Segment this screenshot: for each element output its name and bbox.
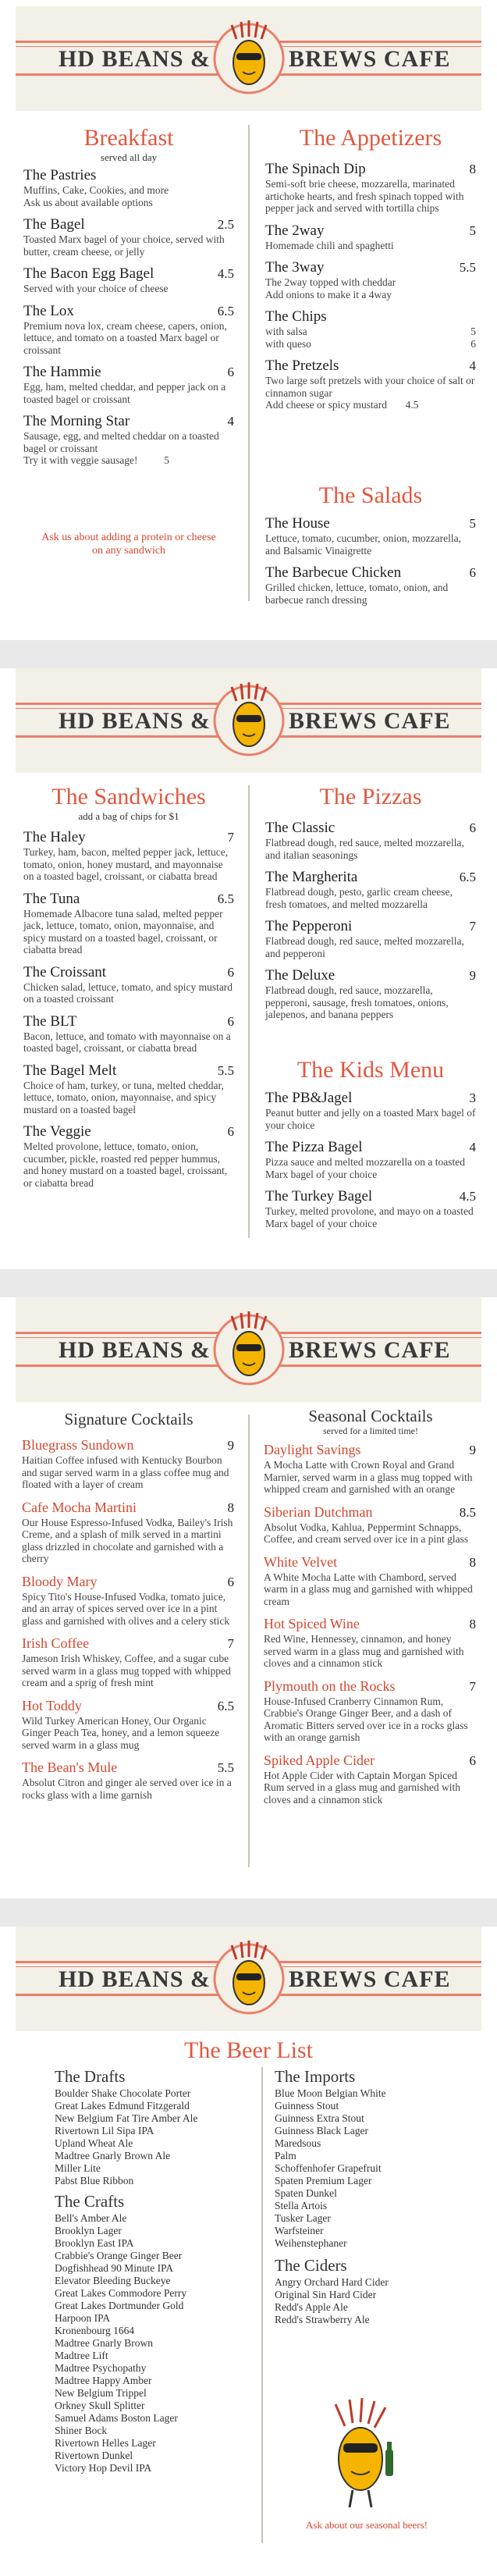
list-item: Warfsteiner — [275, 2225, 324, 2236]
list-item: Redd's Strawberry Ale — [275, 2314, 370, 2325]
list-item: Samuel Adams Boston Lager — [55, 2412, 178, 2424]
list-item: Maredsous — [275, 2137, 321, 2149]
list-item: Great Lakes Edmund Fitzgerald — [55, 2100, 190, 2112]
protein-note: Ask us about adding a protein or cheese on any sandwich — [41, 532, 216, 557]
beer-list-title: The Beer List — [184, 2037, 313, 2063]
menu-item: The Deluxe 9 Flatbread dough, red sauce, mozzarella, pepperoni, sausage, fresh tomatoes, onions, jalepenos, and banana peppers — [265, 967, 476, 1020]
menu-item: The Pizza Bagel 4 Pizza sauce and melted mozzarella on a toasted Marx bagel of your choice — [265, 1139, 476, 1180]
list-item: Redd's Apple Ale — [275, 2301, 348, 2313]
breakfast-list — [23, 167, 234, 475]
list-item: Spaten Dunkel — [275, 2187, 337, 2199]
list-item: Shiner Bock — [55, 2425, 108, 2436]
list-item: New Belgium Trippel — [55, 2387, 147, 2399]
list-item: Rivertown Helles Lager — [55, 2437, 156, 2449]
list-item: Victory Hop Devil IPA — [55, 2462, 152, 2474]
menu-item: The House 5 Lettuce, tomato, cucumber, onion, mozzarella, and Balsamic Vinaigrette — [265, 515, 476, 557]
seasonal-cocktails-subtitle: served for a limited time! — [323, 1425, 418, 1436]
appetizers-list — [265, 161, 476, 419]
list-item: New Belgium Fat Tire Amber Ale — [55, 2112, 198, 2124]
bean-mascot-logo-icon — [213, 678, 285, 763]
menu-item: The Bean's Mule 5.5 Absolut Citron and ginger ale served over ice in a rocks glass with a lime garnish — [22, 1759, 234, 1801]
menu-item: Bloody Mary 6 Spicy Tito's House-Infused Vodka, tomato juice, and an array of spices served over ice in a pint glass and garnished with olives and a celery stick — [22, 1573, 234, 1627]
ciders-list — [275, 2276, 462, 2326]
cafe-banner — [16, 1297, 481, 1402]
menu-item: The Haley 7 Turkey, ham, bacon, melted pepper jack, lettuce, tomato, onion, honey mustard, and mayonnaise on a toasted bagel, croissant, or ciabatta bread — [23, 829, 234, 882]
menu-item: The Chips with salsa 5 with queso 6 — [265, 308, 476, 350]
list-item: Great Lakes Commodore Perry — [55, 2287, 187, 2299]
list-item: Tusker Lager — [275, 2212, 331, 2224]
cafe-name-left: HD BEANS & — [58, 46, 211, 72]
menu-item: Siberian Dutchman 8.5 Absolut Vodka, Kahlua, Peppermint Schnapps, Coffee, and cream served over ice in a pint glass — [264, 1503, 476, 1545]
menu-item: Irish Coffee 7 Jameson Irish Whiskey, Coffee, and a sugar cube served warm in a glass mug topped with whipped cream and a sprig of fresh mint — [22, 1635, 234, 1688]
breakfast-title: Breakfast — [83, 125, 174, 151]
list-item: Madtree Psychopathy — [55, 2362, 147, 2374]
list-item: Madtree Gnarly Brown Ale — [55, 2150, 171, 2161]
beer-left-column — [55, 2067, 242, 2475]
list-item: Guinness Stout — [275, 2100, 339, 2112]
kids-menu-list — [265, 1090, 476, 1237]
menu-item: The Hammie 6 Egg, ham, melted cheddar, and pepper jack on a toasted bagel or croissant — [23, 364, 234, 405]
menu-item: The Lox 6.5 Premium nova lox, cream cheese, capers, onion, lettuce, and tomato on a toasted Marx bagel or croissant — [23, 302, 234, 356]
salads-list — [265, 515, 476, 614]
list-item: Miller Lite — [55, 2162, 101, 2174]
beer-right-column — [275, 2067, 462, 2326]
list-item: Great Lakes Dortmunder Gold — [55, 2300, 184, 2311]
list-item: Boulder Shake Chocolate Porter — [55, 2087, 191, 2099]
signature-cocktails-title: Signature Cocktails — [64, 1410, 193, 1429]
list-item: Rivertown Lil Sipa IPA — [55, 2125, 154, 2137]
seasonal-cocktails-title: Seasonal Cocktails — [308, 1407, 433, 1425]
column-divider — [248, 785, 250, 1238]
list-item: Schoffenhofer Grapefruit — [275, 2162, 382, 2174]
menu-item: The Bacon Egg Bagel 4.5 Served with your choice of cheese — [23, 265, 234, 294]
list-item: Dogfishhead 90 Minute IPA — [55, 2262, 174, 2274]
menu-item: The Pastries Muffins, Cake, Cookies, and more Ask us about available options — [23, 167, 169, 208]
list-item: Angry Orchard Hard Cider — [275, 2276, 389, 2288]
menu-item: The Margherita 6.5 Flatbread dough, pesto, garlic cream cheese, fresh tomatoes, and melted mozzarella — [265, 869, 476, 910]
list-item: Spaten Premium Lager — [275, 2175, 372, 2186]
cafe-name-left: HD BEANS & — [58, 1337, 211, 1363]
appetizers-title: The Appetizers — [299, 125, 442, 151]
list-item: Guinness Black Lager — [275, 2125, 368, 2137]
column-divider — [248, 1414, 250, 1867]
menu-item: The Pretzels 4 Two large soft pretzels with your choice of salt or cinnamon sugar Add cheese or spicy mustard 4.5 — [265, 358, 476, 411]
menu-item: The Turkey Bagel 4.5 Turkey, melted provolone, and mayo on a toasted Marx bagel of your choice — [265, 1188, 476, 1229]
bean-mascot-logo-icon — [213, 1307, 285, 1393]
menu-item: Hot Toddy 6.5 Wild Turkey American Honey, Our Organic Ginger Peach Tea, honey, and a lemon squeeze served warm in a glass mug — [22, 1697, 234, 1751]
imports-heading: The Imports — [275, 2067, 356, 2086]
bean-mascot-logo-icon — [213, 1936, 285, 2022]
imports-list — [275, 2087, 462, 2250]
list-item: Guinness Extra Stout — [275, 2112, 364, 2124]
cafe-name-right: BREWS CAFE — [289, 1337, 451, 1363]
cafe-name-left: HD BEANS & — [58, 1966, 211, 1992]
list-item: Upland Wheat Ale — [55, 2137, 133, 2149]
menu-item: The 2way 5 Homemade chili and spaghetti — [265, 222, 476, 251]
sandwiches-subtitle: add a bag of chips for $1 — [78, 810, 179, 822]
cafe-banner — [16, 1927, 481, 2031]
list-item: Madtree Happy Amber — [55, 2375, 152, 2386]
menu-item: The PB&Jagel 3 Peanut butter and jelly on a toasted Marx bagel of your choice — [265, 1090, 476, 1131]
pizzas-title: The Pizzas — [319, 784, 422, 809]
menu-item: The BLT 6 Bacon, lettuce, and tomato with mayonnaise on a toasted bagel, croissant, or ciabatta bread — [23, 1012, 234, 1054]
column-divider — [248, 125, 250, 601]
menu-page-1 — [0, 0, 497, 640]
list-item: Brooklyn Lager — [55, 2225, 122, 2236]
menu-item: The Tuna 6.5 Homemade Albacore tuna salad, melted pepper jack, lettuce, tomato, onion, mayonnaise, and spicy mustard on a toasted bagel, croissant, or ciabatta bread — [23, 890, 234, 955]
list-item: Madtree Lift — [55, 2350, 108, 2361]
page-divider — [0, 640, 497, 668]
menu-item: Bluegrass Sundown 9 Haitian Coffee infused with Kentucky Bourbon and sugar served warm in a glass coffee mug and floated with a layer of cream — [22, 1437, 234, 1490]
menu-item: The Bagel Melt 5.5 Choice of ham, turkey, or tuna, melted cheddar, lettuce, tomato, onion, mayonnaise, and spicy mustard on a toasted bagel — [23, 1062, 234, 1115]
menu-item: White Velvet 8 A White Mocha Latte with Chambord, served warm in a glass mug and garnished with whipped cream — [264, 1553, 476, 1607]
ciders-heading: The Ciders — [275, 2256, 347, 2275]
list-item: Blue Moon Belgian White — [275, 2087, 386, 2099]
cafe-name-right: BREWS CAFE — [289, 708, 451, 734]
salads-title: The Salads — [318, 482, 423, 508]
list-item: Harpoon IPA — [55, 2312, 111, 2324]
list-item: Pabst Blue Ribbon — [55, 2175, 134, 2186]
menu-page-3 — [0, 1297, 497, 1898]
page-divider — [0, 1269, 497, 1297]
bean-mascot-logo-icon — [213, 16, 285, 101]
page-divider — [0, 1898, 497, 1927]
list-item: Orkney Skull Splitter — [55, 2400, 145, 2411]
menu-item: The Barbecue Chicken 6 Grilled chicken, lettuce, tomato, onion, and barbecue ranch dressing — [265, 564, 476, 606]
menu-item: Hot Spiced Wine 8 Red Wine, Hennessey, cinnamon, and honey served warm in a glass mug and garnished with cloves and a cinnamon stick — [264, 1616, 476, 1669]
pizzas-list — [265, 820, 476, 1029]
signature-cocktails-list — [22, 1436, 234, 1809]
crafts-heading: The Crafts — [55, 2192, 125, 2211]
list-item: Palm — [275, 2150, 296, 2161]
column-divider — [261, 2067, 263, 2543]
sandwiches-list — [23, 829, 234, 1197]
menu-item: The Pepperoni 7 Flatbread dough, red sauce, melted mozzarella, and pepperoni — [265, 918, 476, 959]
seasonal-cocktails-list — [264, 1441, 476, 1813]
list-item: Madtree Gnarly Brown — [55, 2337, 153, 2349]
list-item: Rivertown Dunkel — [55, 2450, 133, 2461]
list-item: Bell's Amber Ale — [55, 2212, 127, 2224]
menu-item: Plymouth on the Rocks 7 House-Infused Cranberry Cinnamon Rum, Crabbie's Orange Ginger Beer, and a dash of Aromatic Bitters served over ice in a rocks glass with an orange garnish — [264, 1678, 476, 1743]
menu-item: Spiked Apple Cider 6 Hot Apple Cider with Captain Morgan Spiced Rum served in a glass mug and garnished with cloves and a cinnamon stick — [264, 1752, 476, 1806]
menu-item: Daylight Savings 9 A Mocha Latte with Crown Royal and Grand Marnier, served warm in a glass mug topped with whipped cream and garnished with an orange — [264, 1442, 476, 1495]
list-item: Brooklyn East IPA — [55, 2237, 134, 2249]
menu-item: The Croissant 6 Chicken salad, lettuce, tomato, and spicy mustard on a toasted croissant — [23, 963, 234, 1005]
menu-page-2 — [0, 668, 497, 1269]
menu-item: The Morning Star 4 Sausage, egg, and melted cheddar on a toasted bagel or croissant Try it with veggie sausage! 5 — [23, 413, 234, 466]
crafts-list — [55, 2212, 242, 2475]
breakfast-subtitle: served all day — [100, 151, 158, 163]
menu-item: The Classic 6 Flatbread dough, red sauce, melted mozzarella, and italian seasonings — [265, 820, 476, 861]
list-item: Weihenstephaner — [275, 2237, 347, 2249]
menu-item: The Spinach Dip 8 Semi-soft brie cheese, mozzarella, marinated artichoke hearts, and fresh spinach topped with pepper jack and served with tortilla chips — [265, 161, 476, 214]
list-item: Kronenbourg 1664 — [55, 2325, 135, 2336]
cafe-name-right: BREWS CAFE — [289, 1966, 451, 1992]
menu-item: Cafe Mocha Martini 8 Our House Espresso-Infused Vodka, Bailey's Irish Creme, and a splash of milk served in a martini glass drizzled in chocolate and garnished with a cherry — [22, 1499, 234, 1564]
list-item: Stella Artois — [275, 2200, 328, 2211]
list-item: Elevator Bleeding Buckeye — [55, 2275, 171, 2286]
cafe-banner — [16, 668, 481, 773]
bean-mascot-with-beer-icon — [312, 2395, 406, 2512]
menu-item: The Bagel 2.5 Toasted Marx bagel of your choice, served with butter, cream cheese, or jelly — [23, 216, 234, 258]
sandwiches-title: The Sandwiches — [51, 784, 206, 809]
cafe-banner — [16, 6, 481, 111]
menu-item: The 3way 5.5 The 2way topped with cheddar Add onions to make it a 4way — [265, 259, 476, 301]
list-item: Original Sin Hard Cider — [275, 2289, 377, 2300]
kids-menu-title: The Kids Menu — [296, 1057, 445, 1083]
cafe-name-left: HD BEANS & — [58, 708, 211, 734]
cafe-name-right: BREWS CAFE — [289, 46, 451, 72]
seasonal-beers-note: Ask about our seasonal beers! — [306, 2519, 428, 2531]
menu-item: The Veggie 6 Melted provolone, lettuce, tomato, onion, cucumber, pickle, roasted red pepper hummus, and honey mustard on a toasted bagel, croissant, or ciabatta bread — [23, 1123, 234, 1189]
list-item: Crabbie's Orange Ginger Beer — [55, 2250, 183, 2261]
drafts-list — [55, 2087, 242, 2187]
drafts-heading: The Drafts — [55, 2067, 126, 2086]
menu-page-4 — [0, 1927, 497, 2576]
